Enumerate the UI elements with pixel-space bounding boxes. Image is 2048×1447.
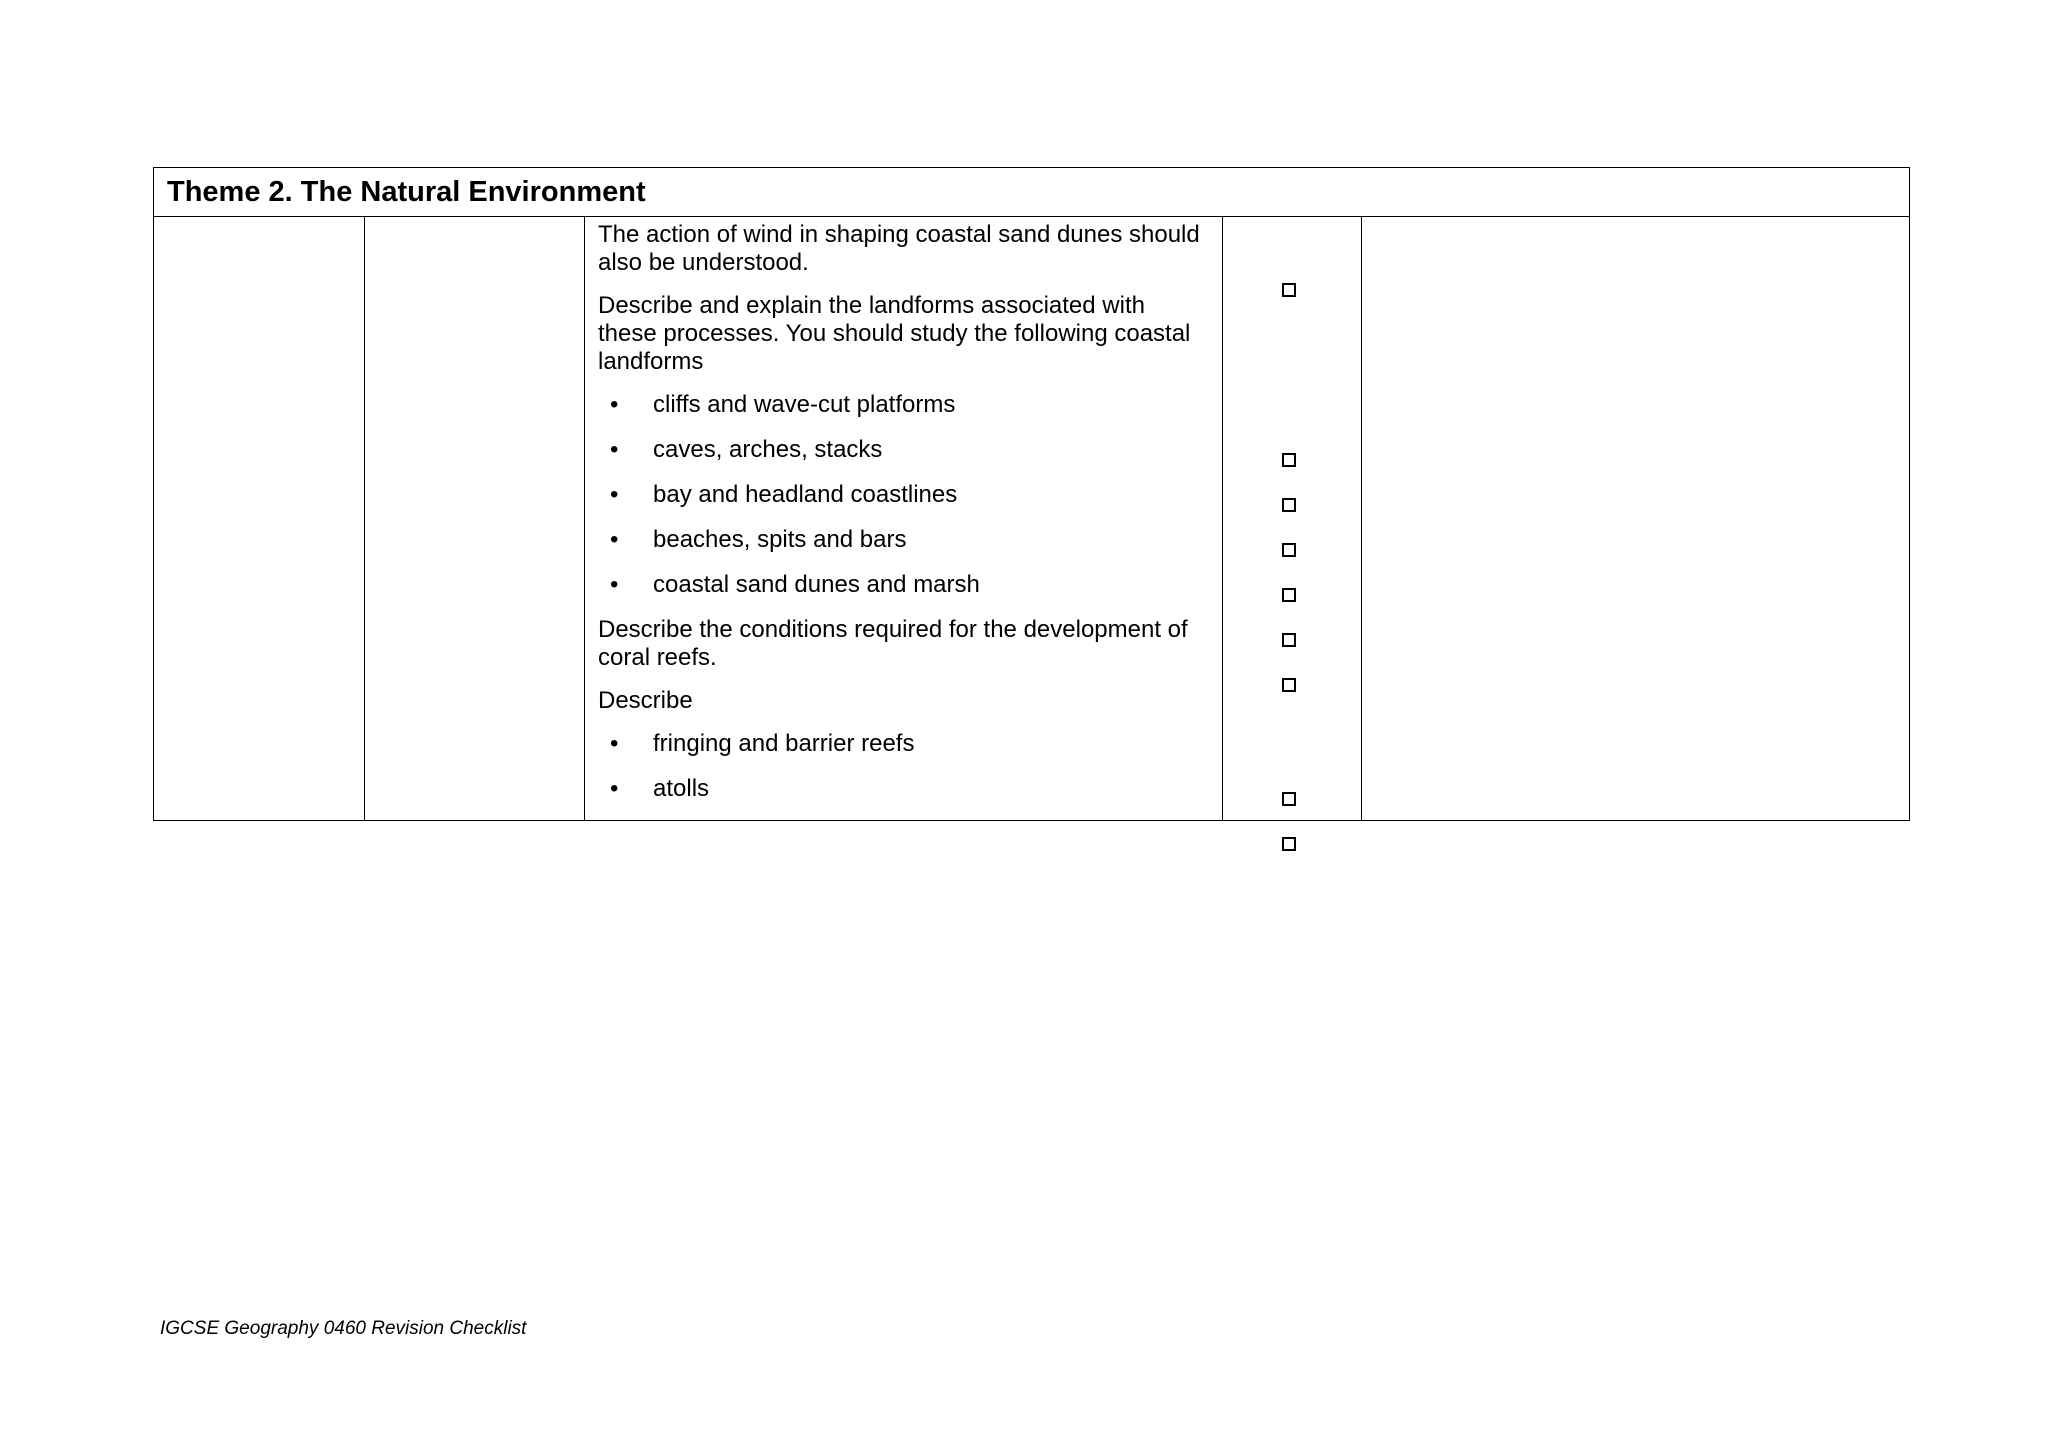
bullet-text: beaches, spits and bars	[653, 526, 907, 553]
checkbox-column	[1223, 217, 1362, 821]
bullet-glyph: •	[610, 571, 619, 598]
bullet-text: atolls	[653, 775, 710, 802]
paragraph-item: Describe and explain the landforms associated with these processes. You should study the following coastal landforms	[598, 292, 1191, 375]
bullet-text: coastal sand dunes and marsh	[653, 571, 980, 598]
checkbox[interactable]	[1282, 543, 1296, 557]
column-1-cell	[154, 217, 365, 821]
notes-cell	[1362, 217, 1910, 821]
bullet-item	[598, 730, 1209, 775]
bullet-item	[598, 526, 1209, 571]
footer-text: IGCSE Geography 0460 Revision Checklist	[160, 1318, 527, 1339]
bullet-glyph: •	[610, 526, 619, 553]
bullet-text: fringing and barrier reefs	[653, 730, 915, 757]
checklist-table	[153, 167, 1910, 821]
checkbox[interactable]	[1282, 678, 1296, 692]
checkbox[interactable]	[1282, 837, 1296, 851]
theme-title: Theme 2. The Natural Environment	[154, 168, 1910, 217]
bullet-item	[598, 481, 1209, 526]
bullet-item	[598, 775, 1209, 820]
checkbox[interactable]	[1282, 453, 1296, 467]
checkbox[interactable]	[1282, 588, 1296, 602]
paragraph-item: Describe the conditions required for the development of coral reefs.	[598, 616, 1188, 671]
checkbox[interactable]	[1282, 792, 1296, 806]
learning-outcomes-cell	[585, 217, 1223, 821]
bullet-glyph: •	[610, 730, 619, 757]
bullet-text: caves, arches, stacks	[653, 436, 883, 463]
bullet-text: cliffs and wave-cut platforms	[653, 391, 956, 418]
checkbox[interactable]	[1282, 498, 1296, 512]
bullet-glyph: •	[610, 436, 619, 463]
paragraph-item: The action of wind in shaping coastal sand dunes should also be understood.	[598, 221, 1200, 276]
paragraph-item: Describe	[598, 687, 693, 714]
bullet-glyph: •	[610, 391, 619, 418]
bullet-glyph: •	[610, 481, 619, 508]
content-row	[154, 217, 1910, 821]
checkbox[interactable]	[1282, 283, 1296, 297]
learning-outcomes-list	[598, 221, 1209, 820]
theme-header-row	[154, 168, 1910, 217]
bullet-text: bay and headland coastlines	[653, 481, 958, 508]
bullet-item	[598, 391, 1209, 436]
checkbox[interactable]	[1282, 633, 1296, 647]
bullet-glyph: •	[610, 775, 619, 802]
bullet-item	[598, 571, 1209, 616]
column-2-cell	[365, 217, 585, 821]
bullet-item	[598, 436, 1209, 481]
